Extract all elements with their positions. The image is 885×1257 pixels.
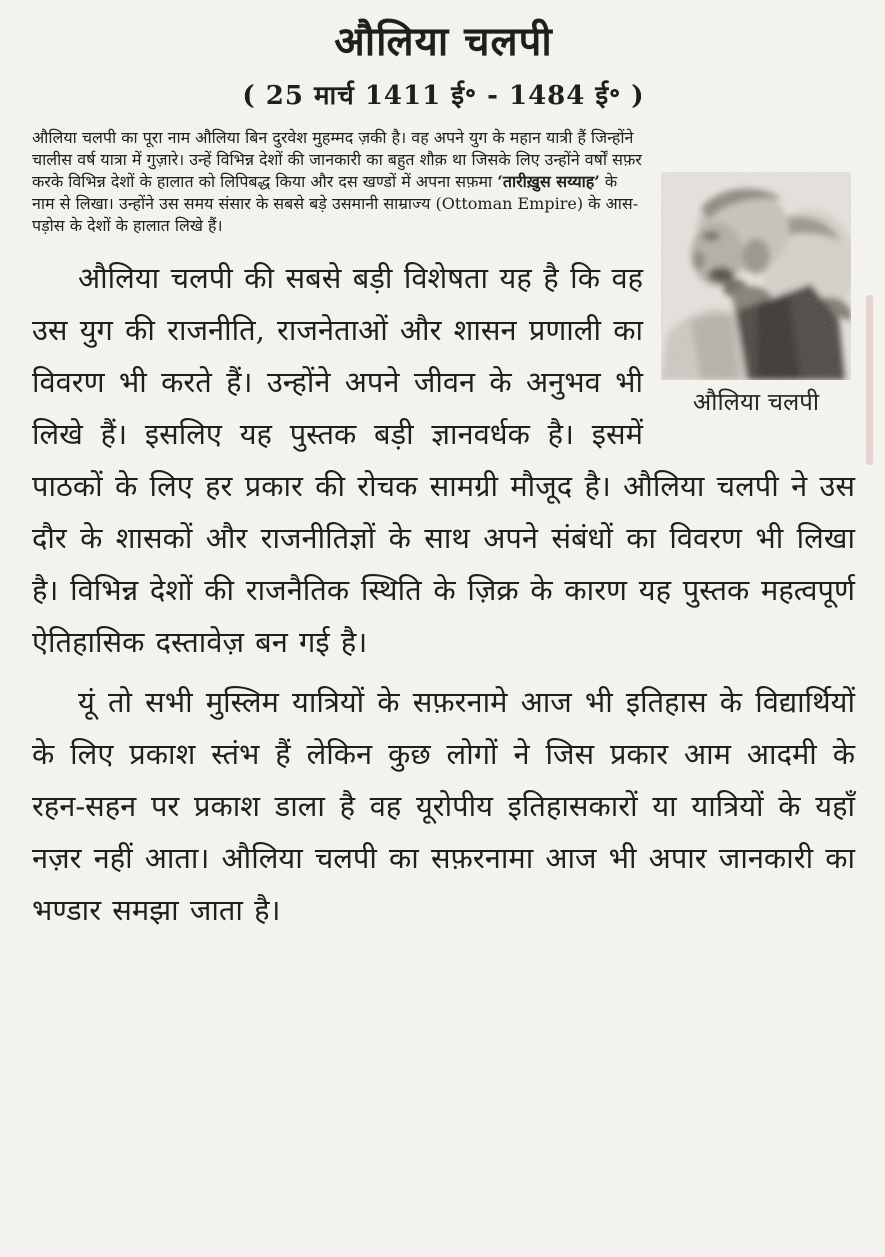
book-title-emphasis: ‘तारीख़ुस सय्याह’ bbox=[497, 172, 600, 191]
lifespan-subtitle: ( 25 मार्च 1411 ई॰ - 1484 ई॰ ) bbox=[242, 81, 645, 111]
paragraph-1-text: औलिया चलपी का पूरा नाम औलिया बिन दुरवेश मुहम्मद ज़की है। वह अपने युग के महान यात्री हैं जिन्होंने चालीस वर्ष यात्रा में गुज़ारे। उन्हें विभिन्न देशों की जानकारी का बहुत शौक़ था जिसके लिए उन्होंने वर्षों सफ़र करके विभिन्न देशों के हालात को लिपिबद्ध किया और दस खण्डों में अपना सफ़मा bbox=[32, 128, 642, 191]
paragraph-1-continuation: के नाम से लिखा। उन्होंने उस समय संसार के सबसे बड़े उसमानी साम्राज्य (Ottoman Empire) के आस-पड़ोस के देशों के हालात लिखे हैं। bbox=[32, 172, 639, 235]
page-title: औलिया चलपी bbox=[334, 18, 553, 65]
portrait-caption: औलिया चलपी bbox=[692, 388, 820, 416]
portrait-image bbox=[661, 172, 851, 380]
portrait-figure bbox=[657, 172, 855, 418]
paragraph-2: औलिया चलपी की सबसे बड़ी विशेषता यह है कि वह उस युग की राजनीति, राजनेताओं और शासन प्रणाली का विवरण भी करते हैं। उन्होंने अपने जीवन के अनुभव भी लिखे हैं। इसलिए यह पुस्तक बड़ी ज्ञानवर्धक है। इसमें पाठकों के लिए हर प्रकार की रोचक सामग्री मौजूद है। औलिया चलपी ने उस दौर के शासकों और राजनीतिज्ञों के साथ अपने संबंधों का विवरण भी लिखा है। विभिन्न देशों की राजनैतिक स्थिति के ज़िक्र के कारण यह पुस्तक महत्वपूर्ण ऐतिहासिक दस्तावेज़ बन गई है। bbox=[32, 261, 855, 659]
article-body bbox=[32, 126, 855, 936]
paragraph-3: यूं तो सभी मुस्लिम यात्रियों के सफ़रनामे आज भी इतिहास के विद्यार्थियों के लिए प्रकाश स्तंभ हैं लेकिन कुछ लोगों ने जिस प्रकार आम आदमी के रहन-सहन पर प्रकाश डाला है वह यूरोपीय इतिहासकारों या यात्रियों के यहाँ नज़र नहीं आता। औलिया चलपी का सफ़रनामा आज भी अपार जानकारी का भण्डार समझा जाता है। bbox=[32, 685, 855, 927]
scan-artifact bbox=[866, 295, 873, 465]
